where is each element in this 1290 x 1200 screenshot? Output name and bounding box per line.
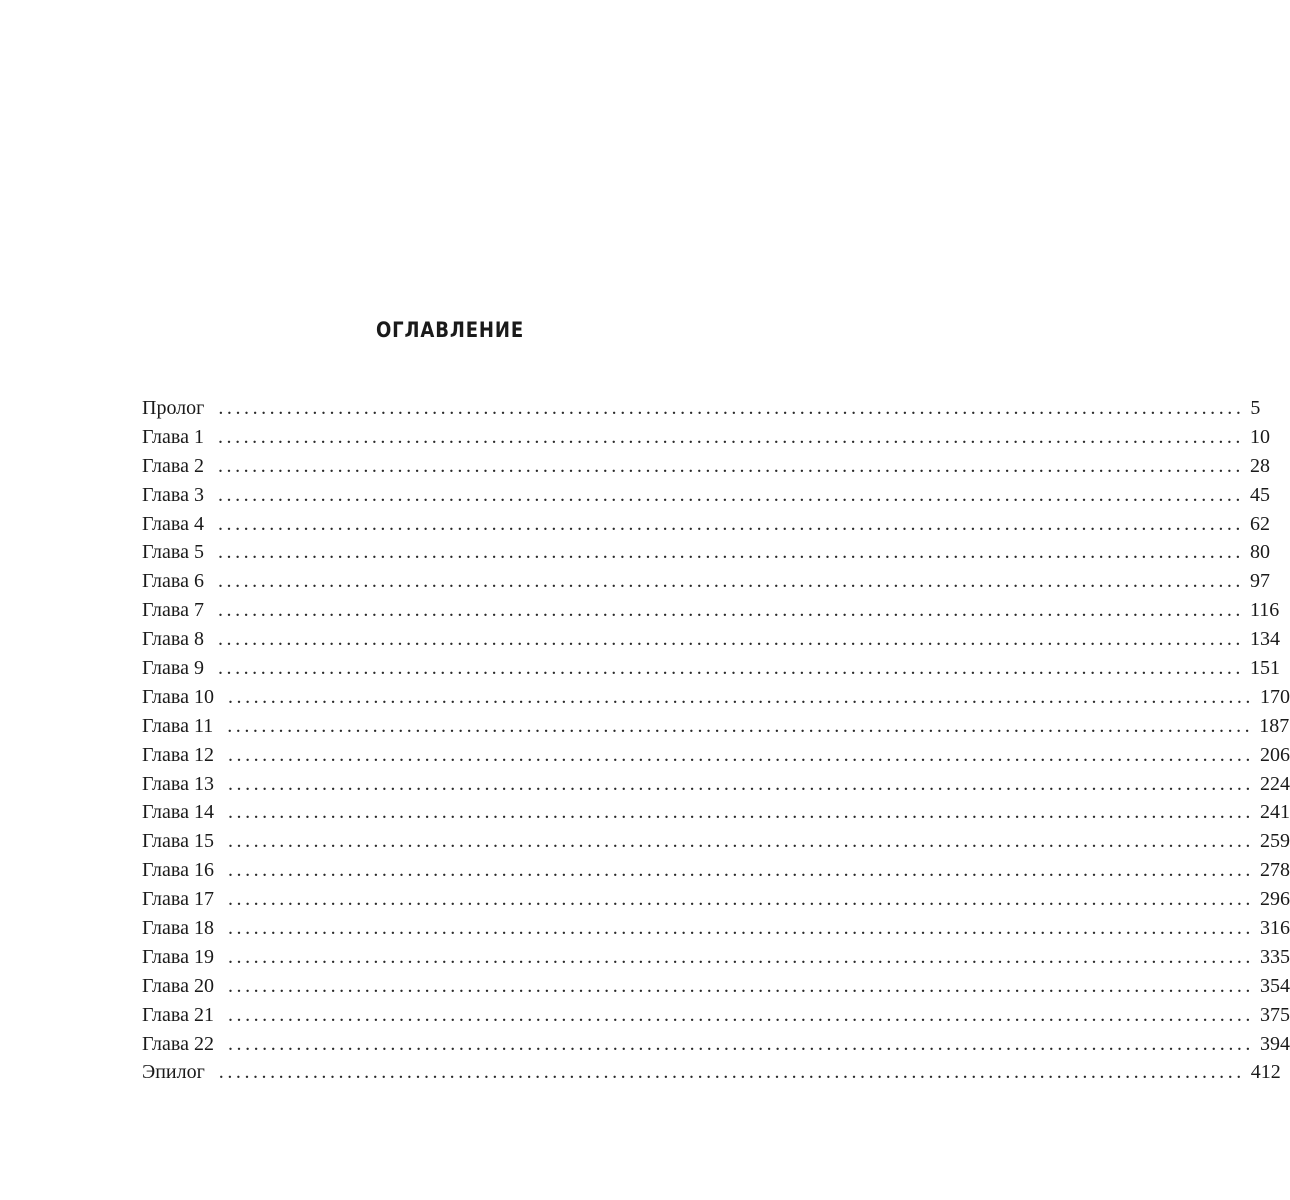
toc-entry-label: Глава 18 — [142, 917, 214, 940]
toc-dot-leader: ........................................................................................................................ — [218, 397, 1245, 419]
toc-entry-page-number: 394 — [1259, 1032, 1290, 1055]
toc-entry — [142, 914, 1290, 943]
toc-entry-label: Глава 20 — [142, 974, 214, 997]
toc-entry-page-number: 97 — [1249, 570, 1270, 593]
toc-entry-label: Глава 11 — [142, 714, 214, 737]
toc-entry — [142, 885, 1290, 914]
toc-entry — [142, 856, 1290, 885]
toc-entry-label: Глава 14 — [142, 801, 214, 824]
toc-entry-label: Глава 1 — [142, 425, 204, 448]
toc-entry — [142, 423, 1270, 452]
toc-entry — [142, 654, 1280, 683]
toc-entry — [142, 972, 1290, 1001]
toc-entry-page-number: 316 — [1259, 917, 1290, 940]
toc-dot-leader: ........................................................................................................................ — [218, 1061, 1245, 1084]
toc-entry-label: Глава 12 — [142, 743, 214, 766]
toc-entry-page-number: 206 — [1259, 743, 1290, 766]
toc-entry-page-number: 5 — [1250, 397, 1261, 419]
toc-dot-leader: ........................................................................................................................ — [227, 945, 1254, 968]
toc-entry — [142, 596, 1280, 625]
toc-dot-leader: ........................................................................................................................ — [227, 859, 1254, 882]
toc-dot-leader: ........................................................................................................................ — [227, 830, 1254, 853]
toc-entry-label: Глава 22 — [142, 1032, 214, 1055]
toc-title: ОГЛАВЛЕНИЕ — [375, 318, 525, 342]
toc-entry-label: Пролог — [142, 397, 205, 419]
toc-entry-page-number: 259 — [1259, 830, 1290, 853]
toc-entry-page-number: 241 — [1259, 801, 1290, 824]
toc-entry — [142, 394, 1261, 423]
toc-entry-page-number: 296 — [1259, 888, 1290, 911]
toc-entry — [142, 683, 1290, 712]
toc-entry-label: Глава 2 — [142, 454, 204, 477]
toc-entry-page-number: 116 — [1249, 599, 1280, 622]
toc-entry-page-number: 335 — [1259, 945, 1290, 968]
toc-entry-label: Глава 16 — [142, 859, 214, 882]
toc-entry-label: Глава 7 — [142, 599, 204, 622]
toc-entry-page-number: 80 — [1249, 541, 1270, 564]
toc-entry-page-number: 28 — [1249, 454, 1270, 477]
toc-dot-leader: ........................................................................................................................ — [227, 1032, 1254, 1055]
toc-entry-page-number: 151 — [1249, 657, 1280, 680]
toc-dot-leader: ........................................................................................................................ — [217, 541, 1244, 564]
toc-entry-page-number: 375 — [1259, 1003, 1290, 1026]
toc-entry-label: Глава 5 — [142, 541, 204, 564]
toc-entry — [142, 1001, 1290, 1030]
toc-dot-leader: ........................................................................................................................ — [227, 772, 1254, 795]
toc-entry — [142, 770, 1290, 799]
toc-dot-leader: ........................................................................................................................ — [217, 512, 1244, 535]
toc-entry — [142, 1058, 1281, 1087]
toc-entry-page-number: 134 — [1249, 628, 1280, 651]
toc-entry — [142, 538, 1270, 567]
toc-entry — [142, 1030, 1290, 1059]
toc-entry-label: Глава 6 — [142, 570, 204, 593]
toc-dot-leader: ........................................................................................................................ — [217, 599, 1244, 622]
toc-dot-leader: ........................................................................................................................ — [227, 685, 1254, 708]
toc-entry-label: Глава 9 — [142, 657, 204, 680]
toc-dot-leader: ........................................................................................................................ — [217, 657, 1244, 680]
toc-entry-page-number: 10 — [1249, 425, 1270, 448]
toc-dot-leader: ........................................................................................................................ — [217, 425, 1244, 448]
toc-dot-leader: ........................................................................................................................ — [217, 570, 1244, 593]
toc-entry-page-number: 354 — [1259, 974, 1290, 997]
toc-entry-page-number: 170 — [1259, 685, 1290, 708]
toc-entry — [142, 943, 1290, 972]
toc-entry-label: Глава 21 — [142, 1003, 214, 1026]
toc-entry — [142, 625, 1280, 654]
toc-entry-label: Эпилог — [142, 1061, 205, 1084]
toc-entry-label: Глава 3 — [142, 483, 204, 506]
toc-dot-leader: ........................................................................................................................ — [227, 714, 1254, 737]
toc-entry-page-number: 62 — [1249, 512, 1270, 535]
toc-entry — [142, 567, 1270, 596]
toc-entry — [142, 827, 1290, 856]
toc-list — [142, 394, 1290, 1087]
toc-entry-label: Глава 15 — [142, 830, 214, 853]
toc-dot-leader: ........................................................................................................................ — [227, 1003, 1254, 1026]
toc-entry-page-number: 412 — [1250, 1061, 1281, 1084]
toc-dot-leader: ........................................................................................................................ — [217, 483, 1244, 506]
toc-entry-label: Глава 19 — [142, 945, 214, 968]
toc-entry — [142, 741, 1290, 770]
toc-entry-label: Глава 13 — [142, 772, 214, 795]
toc-dot-leader: ........................................................................................................................ — [217, 454, 1244, 477]
toc-entry-label: Глава 10 — [142, 685, 214, 708]
toc-entry — [142, 481, 1270, 510]
toc-entry — [142, 712, 1290, 741]
toc-entry-page-number: 278 — [1259, 859, 1290, 882]
toc-dot-leader: ........................................................................................................................ — [217, 628, 1244, 651]
toc-dot-leader: ........................................................................................................................ — [227, 801, 1254, 824]
toc-entry-page-number: 45 — [1249, 483, 1270, 506]
toc-dot-leader: ........................................................................................................................ — [227, 917, 1254, 940]
toc-entry-page-number: 187 — [1259, 714, 1290, 737]
toc-dot-leader: ........................................................................................................................ — [227, 974, 1254, 997]
toc-entry-page-number: 224 — [1259, 772, 1290, 795]
toc-entry-label: Глава 4 — [142, 512, 204, 535]
toc-dot-leader: ........................................................................................................................ — [227, 743, 1254, 766]
toc-entry-label: Глава 8 — [142, 628, 204, 651]
toc-dot-leader: ........................................................................................................................ — [227, 888, 1254, 911]
toc-entry — [142, 452, 1270, 481]
toc-entry-label: Глава 17 — [142, 888, 214, 911]
toc-entry — [142, 510, 1270, 539]
toc-entry — [142, 798, 1290, 827]
